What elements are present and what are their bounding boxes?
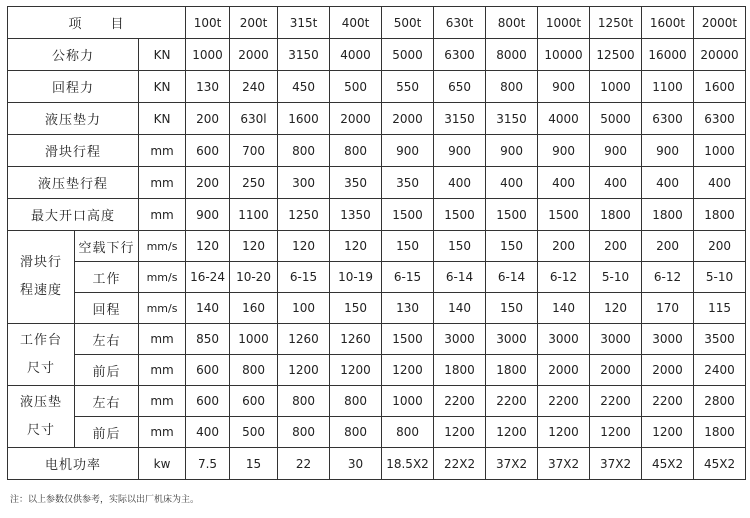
unit-cell: mm (139, 355, 186, 386)
value-cell: 200 (694, 231, 746, 262)
col-header: 1250t (590, 7, 642, 39)
value-cell: 1100 (642, 71, 694, 103)
group-label (8, 386, 75, 448)
value-cell: 300 (278, 167, 330, 199)
value-cell: 200 (538, 231, 590, 262)
spec-table-body (8, 7, 746, 480)
table-row (8, 135, 746, 167)
value-cell: 800 (278, 386, 330, 417)
unit-cell: mm (139, 324, 186, 355)
value-cell: 350 (330, 167, 382, 199)
value-cell: 6-15 (382, 262, 434, 293)
value-cell: 7.5 (186, 448, 230, 480)
value-cell: 400 (694, 167, 746, 199)
value-cell: 1200 (590, 417, 642, 448)
value-cell: 1600 (694, 71, 746, 103)
value-cell: 4000 (538, 103, 590, 135)
unit-cell: kw (139, 448, 186, 480)
unit-cell: mm (139, 386, 186, 417)
value-cell: 1800 (590, 199, 642, 231)
value-cell: 200 (590, 231, 642, 262)
value-cell: 1500 (486, 199, 538, 231)
col-header: 1600t (642, 7, 694, 39)
sub-label: 左右 (75, 386, 139, 417)
unit-cell: mm/s (139, 262, 186, 293)
value-cell: 10-20 (230, 262, 278, 293)
spec-table (7, 6, 746, 480)
value-cell: 1200 (434, 417, 486, 448)
value-cell: 1200 (330, 355, 382, 386)
value-cell: 2800 (694, 386, 746, 417)
value-cell: 130 (382, 293, 434, 324)
table-row (8, 39, 746, 71)
value-cell: 150 (434, 231, 486, 262)
value-cell: 37X2 (590, 448, 642, 480)
value-cell: 1500 (434, 199, 486, 231)
value-cell: 22X2 (434, 448, 486, 480)
value-cell: 400 (642, 167, 694, 199)
value-cell: 1800 (486, 355, 538, 386)
row-label: 回程力 (8, 71, 139, 103)
value-cell: 8000 (486, 39, 538, 71)
value-cell: 3150 (278, 39, 330, 71)
value-cell: 400 (590, 167, 642, 199)
value-cell: 2200 (642, 386, 694, 417)
col-header: 800t (486, 7, 538, 39)
row-label: 滑块行程 (8, 135, 139, 167)
item-header: 项 目 (8, 7, 186, 39)
col-header: 500t (382, 7, 434, 39)
unit-cell: mm (139, 417, 186, 448)
group-label-line: 工作台 (19, 332, 62, 348)
table-row (8, 71, 746, 103)
value-cell: 900 (590, 135, 642, 167)
value-cell: 1800 (434, 355, 486, 386)
value-cell: 1500 (382, 324, 434, 355)
table-row (8, 355, 746, 386)
table-row (8, 293, 746, 324)
value-cell: 900 (382, 135, 434, 167)
table-row (8, 448, 746, 480)
value-cell: 120 (230, 231, 278, 262)
col-header: 315t (278, 7, 330, 39)
value-cell: 2200 (590, 386, 642, 417)
table-row (8, 231, 746, 262)
value-cell: 1500 (538, 199, 590, 231)
value-cell: 3000 (486, 324, 538, 355)
value-cell: 1800 (642, 199, 694, 231)
unit-cell: mm/s (139, 293, 186, 324)
value-cell: 37X2 (538, 448, 590, 480)
value-cell: 37X2 (486, 448, 538, 480)
value-cell: 600 (186, 386, 230, 417)
table-row (8, 167, 746, 199)
value-cell: 170 (642, 293, 694, 324)
unit-cell: mm (139, 135, 186, 167)
value-cell: 6-12 (642, 262, 694, 293)
value-cell: 500 (230, 417, 278, 448)
value-cell: 800 (330, 386, 382, 417)
value-cell: 600 (186, 135, 230, 167)
value-cell: 2000 (538, 355, 590, 386)
value-cell: 400 (486, 167, 538, 199)
table-row (8, 417, 746, 448)
value-cell: 550 (382, 71, 434, 103)
value-cell: 1350 (330, 199, 382, 231)
value-cell: 130 (186, 71, 230, 103)
value-cell: 2200 (538, 386, 590, 417)
value-cell: 800 (486, 71, 538, 103)
value-cell: 2000 (590, 355, 642, 386)
value-cell: 140 (186, 293, 230, 324)
value-cell: 10-19 (330, 262, 382, 293)
value-cell: 1200 (278, 355, 330, 386)
value-cell: 1600 (278, 103, 330, 135)
value-cell: 150 (330, 293, 382, 324)
value-cell: 630l (230, 103, 278, 135)
group-label-line: 液压垫 (19, 394, 62, 410)
value-cell: 900 (538, 71, 590, 103)
value-cell: 350 (382, 167, 434, 199)
value-cell: 6-14 (486, 262, 538, 293)
value-cell: 120 (590, 293, 642, 324)
value-cell: 450 (278, 71, 330, 103)
sub-label: 空载下行 (75, 231, 139, 262)
sub-label: 前后 (75, 417, 139, 448)
value-cell: 1800 (694, 199, 746, 231)
value-cell: 650 (434, 71, 486, 103)
value-cell: 2200 (486, 386, 538, 417)
value-cell: 140 (434, 293, 486, 324)
value-cell: 200 (186, 167, 230, 199)
value-cell: 6300 (434, 39, 486, 71)
table-row (8, 103, 746, 135)
value-cell: 150 (382, 231, 434, 262)
value-cell: 900 (434, 135, 486, 167)
unit-cell: mm (139, 199, 186, 231)
table-row (8, 199, 746, 231)
table-row (8, 386, 746, 417)
row-label: 液压垫行程 (8, 167, 139, 199)
value-cell: 800 (278, 417, 330, 448)
value-cell: 15 (230, 448, 278, 480)
value-cell: 6-14 (434, 262, 486, 293)
value-cell: 800 (382, 417, 434, 448)
group-label-line: 程速度 (19, 283, 62, 298)
value-cell: 120 (330, 231, 382, 262)
value-cell: 900 (642, 135, 694, 167)
value-cell: 3000 (538, 324, 590, 355)
value-cell: 4000 (330, 39, 382, 71)
value-cell: 1500 (382, 199, 434, 231)
value-cell: 250 (230, 167, 278, 199)
value-cell: 12500 (590, 39, 642, 71)
unit-cell: KN (139, 71, 186, 103)
value-cell: 2200 (434, 386, 486, 417)
footnote: 注：以上参数仅供参考，实际以出厂机床为主。 (10, 495, 200, 505)
group-label-line: 滑块行 (19, 255, 62, 270)
value-cell: 30 (330, 448, 382, 480)
value-cell: 900 (186, 199, 230, 231)
value-cell: 100 (278, 293, 330, 324)
value-cell: 1260 (278, 324, 330, 355)
value-cell: 3000 (590, 324, 642, 355)
row-label: 最大开口高度 (8, 199, 139, 231)
unit-cell: mm/s (139, 231, 186, 262)
unit-cell: mm (139, 167, 186, 199)
value-cell: 120 (186, 231, 230, 262)
value-cell: 1000 (230, 324, 278, 355)
sub-label: 左右 (75, 324, 139, 355)
row-label: 公称力 (8, 39, 139, 71)
value-cell: 6-15 (278, 262, 330, 293)
value-cell: 400 (538, 167, 590, 199)
value-cell: 22 (278, 448, 330, 480)
value-cell: 1200 (642, 417, 694, 448)
value-cell: 1260 (330, 324, 382, 355)
sub-label: 回程 (75, 293, 139, 324)
group-label (8, 324, 75, 386)
value-cell: 1200 (382, 355, 434, 386)
value-cell: 20000 (694, 39, 746, 71)
value-cell: 400 (434, 167, 486, 199)
value-cell: 800 (330, 417, 382, 448)
value-cell: 200 (186, 103, 230, 135)
value-cell: 3150 (434, 103, 486, 135)
value-cell: 150 (486, 293, 538, 324)
value-cell: 5-10 (590, 262, 642, 293)
value-cell: 2000 (382, 103, 434, 135)
value-cell: 600 (186, 355, 230, 386)
value-cell: 2000 (230, 39, 278, 71)
value-cell: 45X2 (642, 448, 694, 480)
value-cell: 1200 (538, 417, 590, 448)
sub-label: 前后 (75, 355, 139, 386)
value-cell: 850 (186, 324, 230, 355)
value-cell: 6300 (642, 103, 694, 135)
value-cell: 45X2 (694, 448, 746, 480)
value-cell: 800 (330, 135, 382, 167)
row-label: 电机功率 (8, 448, 139, 480)
value-cell: 1250 (278, 199, 330, 231)
value-cell: 200 (642, 231, 694, 262)
value-cell: 1000 (382, 386, 434, 417)
group-label-line: 尺寸 (26, 422, 55, 438)
value-cell: 240 (230, 71, 278, 103)
value-cell: 1200 (486, 417, 538, 448)
value-cell: 1000 (590, 71, 642, 103)
value-cell: 800 (278, 135, 330, 167)
value-cell: 2000 (642, 355, 694, 386)
value-cell: 3150 (486, 103, 538, 135)
value-cell: 900 (486, 135, 538, 167)
value-cell: 120 (278, 231, 330, 262)
group-label (8, 231, 75, 324)
value-cell: 3000 (642, 324, 694, 355)
value-cell: 3000 (434, 324, 486, 355)
value-cell: 1000 (694, 135, 746, 167)
col-header: 2000t (694, 7, 746, 39)
col-header: 400t (330, 7, 382, 39)
table-row (8, 324, 746, 355)
value-cell: 1100 (230, 199, 278, 231)
value-cell: 6300 (694, 103, 746, 135)
value-cell: 900 (538, 135, 590, 167)
value-cell: 1800 (694, 417, 746, 448)
value-cell: 700 (230, 135, 278, 167)
group-label-line: 尺寸 (26, 360, 55, 376)
value-cell: 500 (330, 71, 382, 103)
value-cell: 6-12 (538, 262, 590, 293)
value-cell: 140 (538, 293, 590, 324)
col-header: 630t (434, 7, 486, 39)
table-row (8, 262, 746, 293)
value-cell: 2400 (694, 355, 746, 386)
value-cell: 5-10 (694, 262, 746, 293)
row-label: 液压垫力 (8, 103, 139, 135)
value-cell: 10000 (538, 39, 590, 71)
unit-cell: KN (139, 103, 186, 135)
unit-cell: KN (139, 39, 186, 71)
header-row (8, 7, 746, 39)
value-cell: 5000 (590, 103, 642, 135)
value-cell: 600 (230, 386, 278, 417)
value-cell: 160 (230, 293, 278, 324)
value-cell: 5000 (382, 39, 434, 71)
value-cell: 150 (486, 231, 538, 262)
value-cell: 18.5X2 (382, 448, 434, 480)
value-cell: 115 (694, 293, 746, 324)
sub-label: 工作 (75, 262, 139, 293)
col-header: 200t (230, 7, 278, 39)
value-cell: 2000 (330, 103, 382, 135)
col-header: 1000t (538, 7, 590, 39)
value-cell: 800 (230, 355, 278, 386)
col-header: 100t (186, 7, 230, 39)
value-cell: 400 (186, 417, 230, 448)
value-cell: 1000 (186, 39, 230, 71)
value-cell: 3500 (694, 324, 746, 355)
value-cell: 16000 (642, 39, 694, 71)
value-cell: 16-24 (186, 262, 230, 293)
